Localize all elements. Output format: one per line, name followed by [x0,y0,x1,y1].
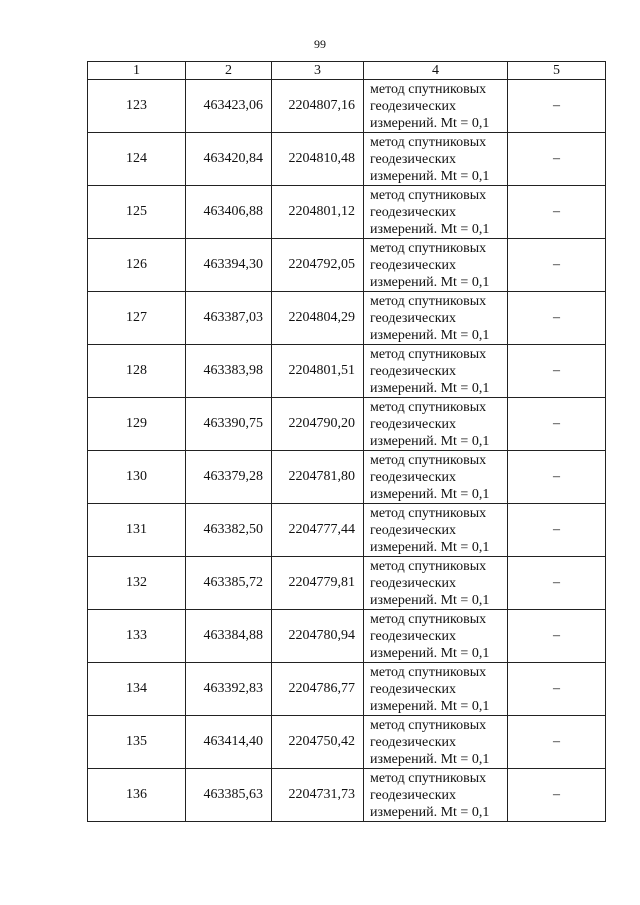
column-5-cell: – [508,186,606,239]
method-line: метод спутниковых [370,717,487,733]
table-row [88,239,606,292]
table-row [88,663,606,716]
y-coordinate-cell: 2204781,80 [272,451,364,504]
column-5-cell: – [508,398,606,451]
method-line: геодезических [370,310,457,326]
y-coordinate-cell: 2204731,73 [272,769,364,822]
method-line: метод спутниковых [370,240,487,256]
column-5-cell: – [508,716,606,769]
point-number-cell: 135 [88,716,186,769]
x-coordinate-cell: 463420,84 [186,133,272,186]
column-5-cell: – [508,663,606,716]
column-5-cell: – [508,133,606,186]
table-row [88,186,606,239]
x-coordinate-cell: 463423,06 [186,80,272,133]
column-5-cell: – [508,504,606,557]
page-number: 99 [314,37,326,51]
y-coordinate-cell: 2204807,16 [272,80,364,133]
column-5-cell: – [508,610,606,663]
method-cell [364,186,508,239]
method-line: измерений. Mt = 0,1 [370,433,490,449]
x-coordinate-cell: 463385,72 [186,557,272,610]
y-coordinate-cell: 2204786,77 [272,663,364,716]
method-line: измерений. Mt = 0,1 [370,327,490,343]
table-row [88,716,606,769]
column-5-cell: – [508,769,606,822]
point-number-cell: 128 [88,345,186,398]
header-cell-1: 1 [88,62,186,80]
table-row [88,80,606,133]
point-number-cell: 123 [88,80,186,133]
point-number-cell: 129 [88,398,186,451]
method-cell [364,504,508,557]
method-line: геодезических [370,469,457,485]
method-line: измерений. Mt = 0,1 [370,539,490,555]
method-line: метод спутниковых [370,346,487,362]
method-cell [364,716,508,769]
method-line: измерений. Mt = 0,1 [370,698,490,714]
method-line: геодезических [370,734,457,750]
method-line: измерений. Mt = 0,1 [370,804,490,820]
header-cell-2: 2 [186,62,272,80]
x-coordinate-cell: 463382,50 [186,504,272,557]
method-line: измерений. Mt = 0,1 [370,751,490,767]
y-coordinate-cell: 2204810,48 [272,133,364,186]
method-line: измерений. Mt = 0,1 [370,592,490,608]
method-line: геодезических [370,681,457,697]
header-cell-3: 3 [272,62,364,80]
y-coordinate-cell: 2204801,12 [272,186,364,239]
table-header-row [88,62,606,80]
method-line: измерений. Mt = 0,1 [370,486,490,502]
method-line: метод спутниковых [370,399,487,415]
method-line: геодезических [370,522,457,538]
coordinates-table [87,61,606,822]
method-line: метод спутниковых [370,81,487,97]
method-cell [364,398,508,451]
method-cell [364,292,508,345]
method-line: геодезических [370,204,457,220]
x-coordinate-cell: 463379,28 [186,451,272,504]
method-line: метод спутниковых [370,452,487,468]
x-coordinate-cell: 463384,88 [186,610,272,663]
table-row [88,610,606,663]
method-line: метод спутниковых [370,134,487,150]
y-coordinate-cell: 2204780,94 [272,610,364,663]
column-5-cell: – [508,345,606,398]
column-5-cell: – [508,80,606,133]
point-number-cell: 127 [88,292,186,345]
method-line: измерений. Mt = 0,1 [370,168,490,184]
point-number-cell: 134 [88,663,186,716]
x-coordinate-cell: 463387,03 [186,292,272,345]
y-coordinate-cell: 2204792,05 [272,239,364,292]
table-row [88,292,606,345]
method-line: метод спутниковых [370,293,487,309]
point-number-cell: 136 [88,769,186,822]
method-line: геодезических [370,257,457,273]
table-row [88,133,606,186]
x-coordinate-cell: 463414,40 [186,716,272,769]
y-coordinate-cell: 2204804,29 [272,292,364,345]
y-coordinate-cell: 2204790,20 [272,398,364,451]
table-row [88,451,606,504]
column-5-cell: – [508,292,606,345]
method-line: метод спутниковых [370,611,487,627]
method-line: геодезических [370,151,457,167]
method-cell [364,610,508,663]
point-number-cell: 125 [88,186,186,239]
method-line: измерений. Mt = 0,1 [370,645,490,661]
method-line: метод спутниковых [370,664,487,680]
column-5-cell: – [508,239,606,292]
point-number-cell: 124 [88,133,186,186]
method-cell [364,133,508,186]
method-line: геодезических [370,575,457,591]
method-line: измерений. Mt = 0,1 [370,274,490,290]
method-cell [364,769,508,822]
method-line: метод спутниковых [370,187,487,203]
method-cell [364,345,508,398]
y-coordinate-cell: 2204801,51 [272,345,364,398]
method-line: геодезических [370,628,457,644]
method-line: измерений. Mt = 0,1 [370,380,490,396]
table-row [88,345,606,398]
method-line: метод спутниковых [370,770,487,786]
header-cell-4: 4 [364,62,508,80]
method-line: измерений. Mt = 0,1 [370,221,490,237]
method-line: геодезических [370,363,457,379]
method-line: метод спутниковых [370,558,487,574]
x-coordinate-cell: 463383,98 [186,345,272,398]
x-coordinate-cell: 463406,88 [186,186,272,239]
method-cell [364,663,508,716]
table-body [88,62,606,822]
method-cell [364,557,508,610]
x-coordinate-cell: 463385,63 [186,769,272,822]
y-coordinate-cell: 2204777,44 [272,504,364,557]
method-line: геодезических [370,416,457,432]
method-line: геодезических [370,98,457,114]
point-number-cell: 126 [88,239,186,292]
point-number-cell: 132 [88,557,186,610]
point-number-cell: 131 [88,504,186,557]
table-row [88,769,606,822]
method-cell [364,80,508,133]
method-cell [364,451,508,504]
x-coordinate-cell: 463394,30 [186,239,272,292]
y-coordinate-cell: 2204750,42 [272,716,364,769]
column-5-cell: – [508,451,606,504]
method-cell [364,239,508,292]
column-5-cell: – [508,557,606,610]
table-row [88,557,606,610]
point-number-cell: 133 [88,610,186,663]
method-line: геодезических [370,787,457,803]
x-coordinate-cell: 463392,83 [186,663,272,716]
method-line: метод спутниковых [370,505,487,521]
y-coordinate-cell: 2204779,81 [272,557,364,610]
table-row [88,504,606,557]
point-number-cell: 130 [88,451,186,504]
header-cell-5: 5 [508,62,606,80]
table-row [88,398,606,451]
x-coordinate-cell: 463390,75 [186,398,272,451]
method-line: измерений. Mt = 0,1 [370,115,490,131]
